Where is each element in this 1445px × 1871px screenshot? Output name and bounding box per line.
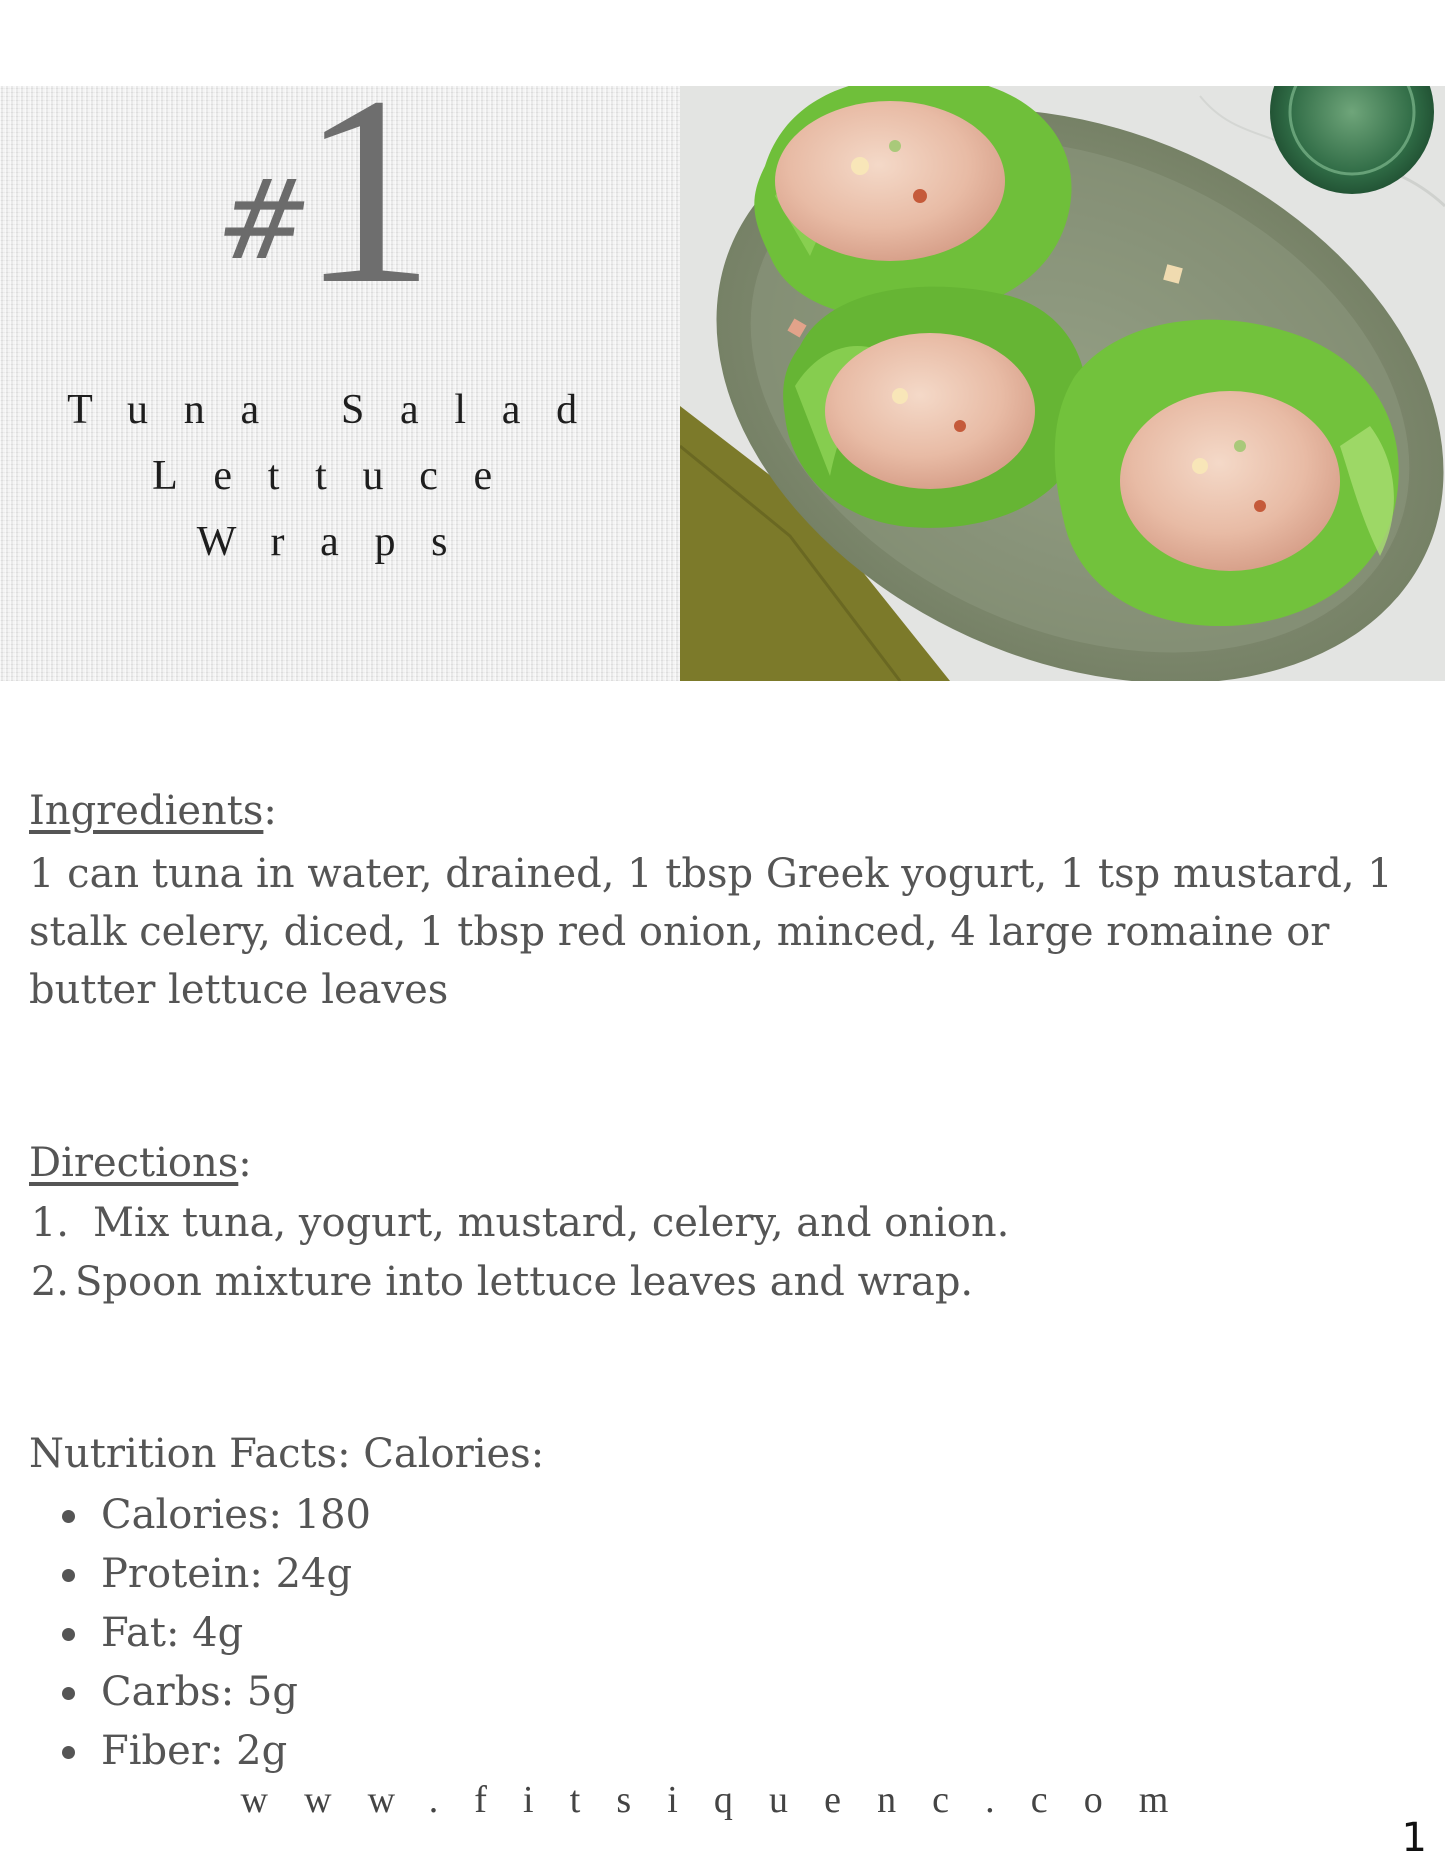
list-item: [29, 1253, 1009, 1312]
lettuce-wraps-illustration: [680, 86, 1445, 681]
step-number: 1.: [30, 1200, 69, 1246]
list-item: Fiber: 2g: [29, 1722, 371, 1781]
ingredients-heading: Ingredients:: [29, 788, 277, 834]
recipe-title-line-1: Tuna Salad: [67, 387, 613, 433]
title-panel: [0, 41, 680, 681]
directions-list: [29, 1194, 1009, 1312]
step-number: 2.: [30, 1259, 69, 1305]
list-item: Carbs: 5g: [29, 1663, 371, 1722]
step-text: Mix tuna, yogurt, mustard, celery, and onion.: [93, 1200, 1010, 1246]
list-item: [29, 1194, 1009, 1253]
page-number: 1: [1401, 1815, 1427, 1861]
recipe-title-line-3: Wraps: [196, 519, 484, 565]
list-item: Protein: 24g: [29, 1545, 371, 1604]
website-url: www.fitsiquenc.com: [240, 1779, 1205, 1821]
ingredients-text: 1 can tuna in water, drained, 1 tbsp Greek yogurt, 1 tsp mustard, 1 stalk celery, diced, 1 tbsp red onion, minced, 4 large romaine or butter lettuce leaves: [29, 851, 1393, 1013]
recipe-photo: [680, 86, 1445, 681]
list-item: Fat: 4g: [29, 1604, 371, 1663]
directions-heading: Directions:: [29, 1140, 252, 1186]
nutrition-list: [29, 1486, 371, 1781]
step-text: Spoon mixture into lettuce leaves and wrap.: [75, 1259, 974, 1305]
recipe-number: 1: [300, 41, 435, 340]
list-item: Calories: 180: [29, 1486, 371, 1545]
nutrition-heading: Nutrition Facts: Calories:: [29, 1431, 545, 1477]
directions-heading-text: Directions: [29, 1140, 239, 1186]
recipe-title-line-2: Lettuce: [152, 453, 528, 499]
ingredients-heading-text: Ingredients: [29, 788, 264, 834]
hero-banner: [0, 41, 1445, 681]
recipe-hash-symbol: #: [209, 156, 320, 284]
